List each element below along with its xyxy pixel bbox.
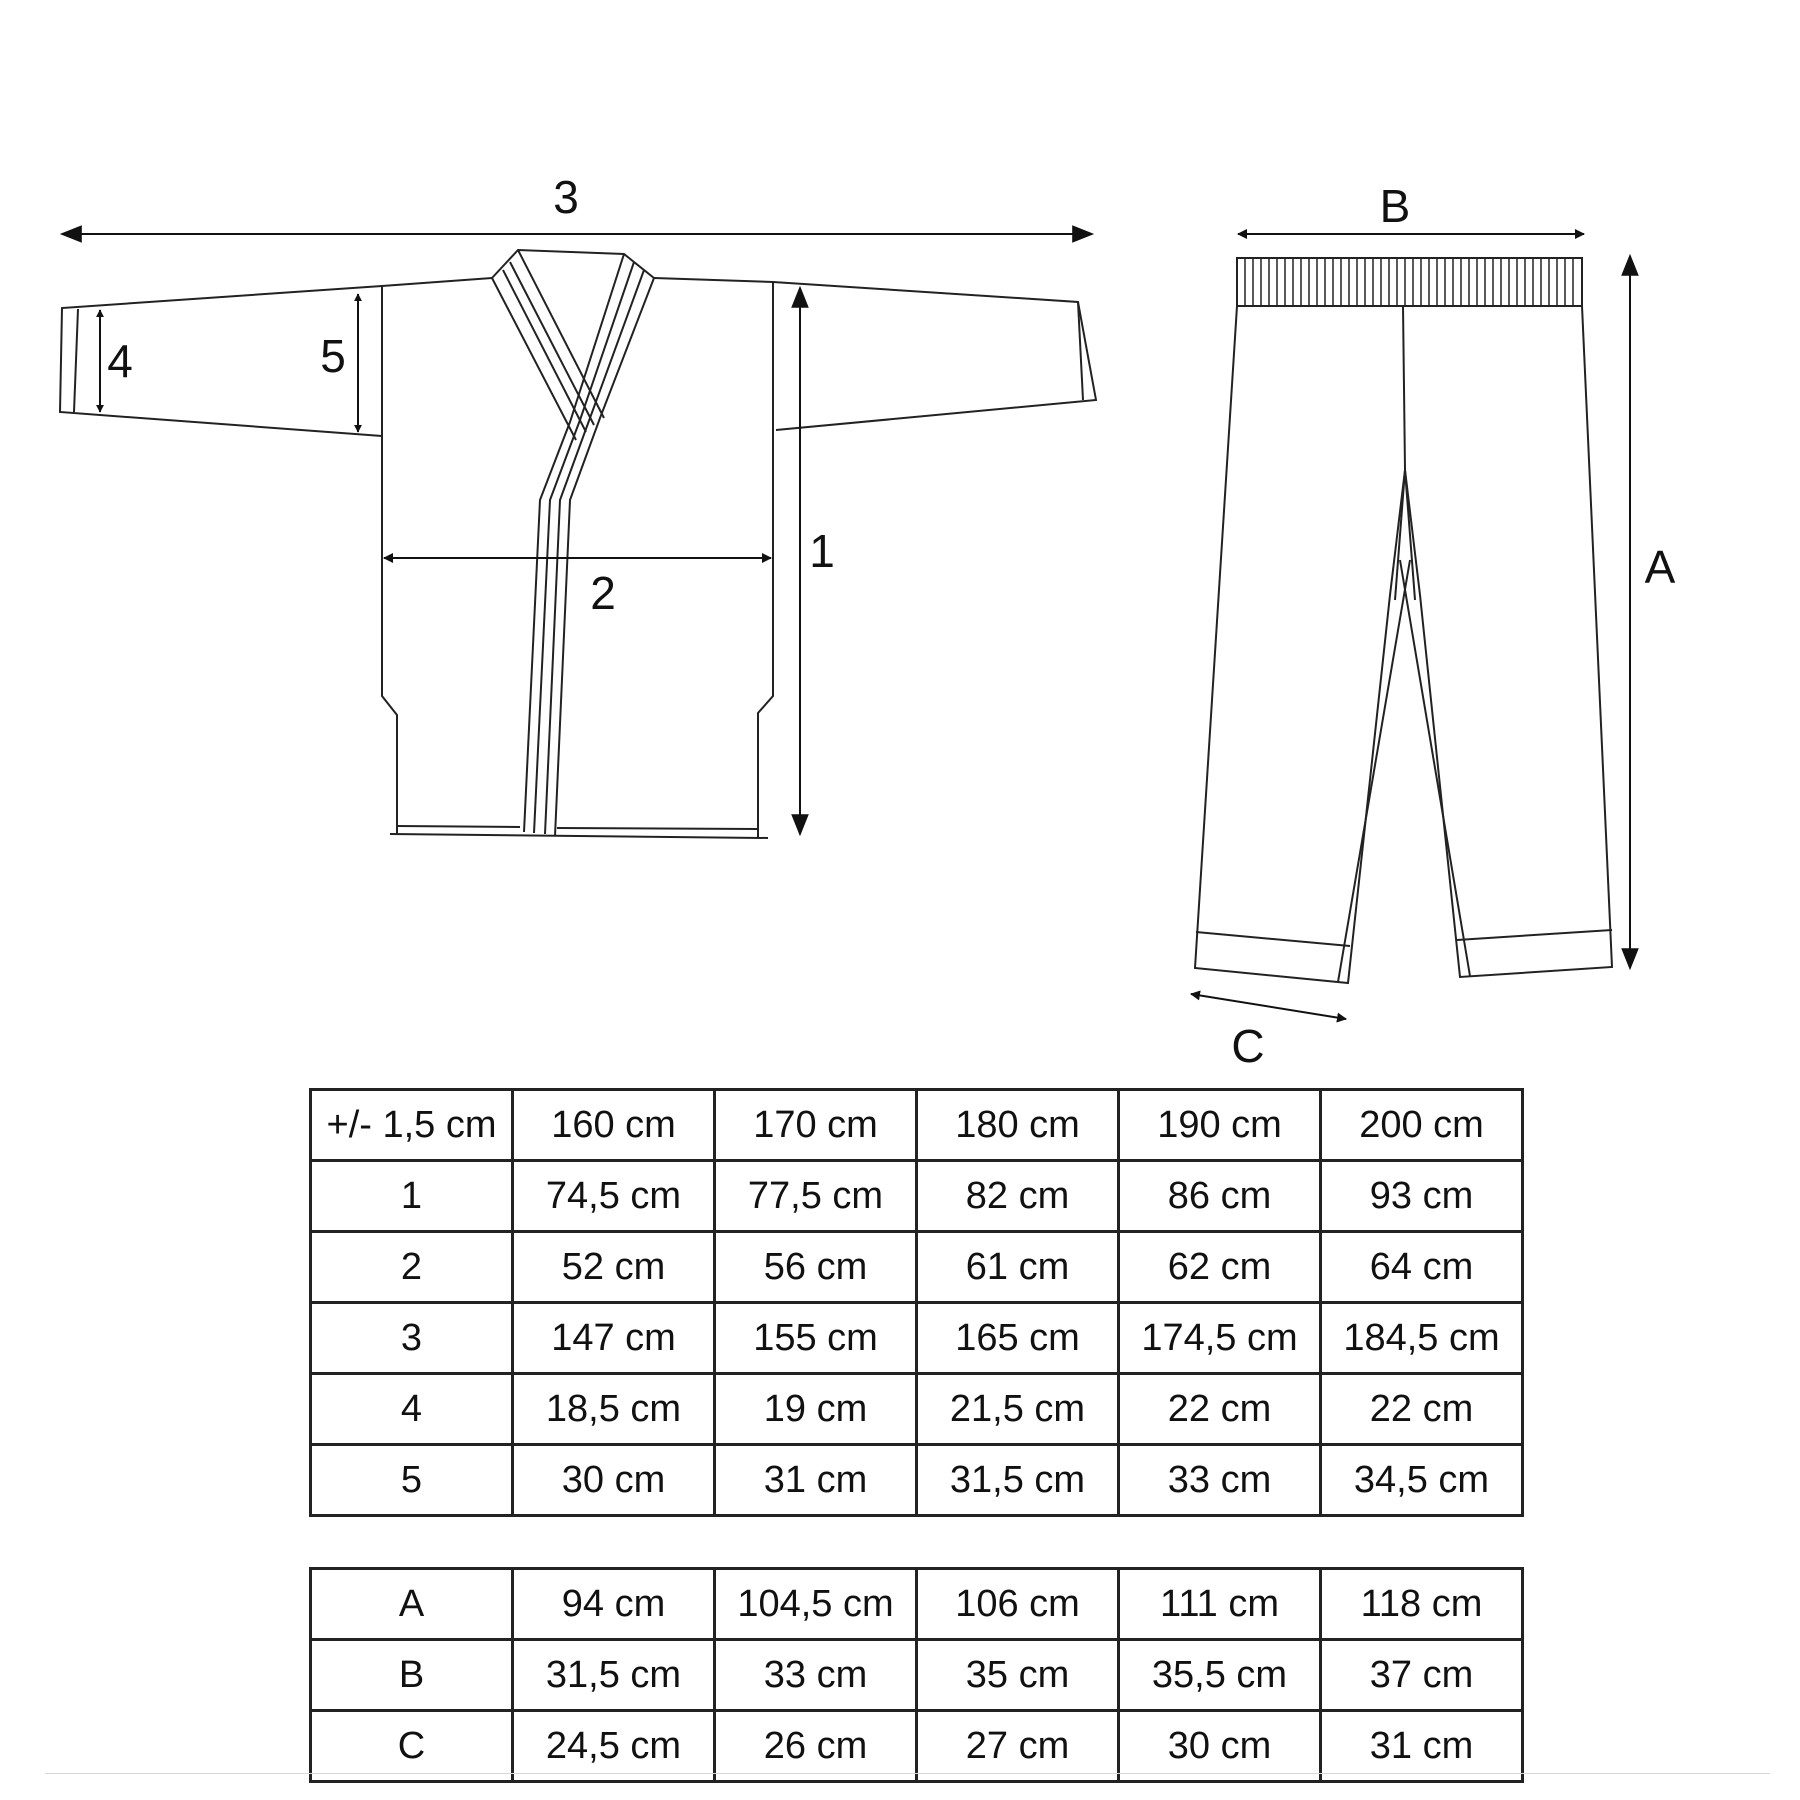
table-cell: 184,5 cm (1321, 1303, 1523, 1374)
jacket-right-sleeve (654, 278, 1096, 430)
table-cell: 24,5 cm (513, 1711, 715, 1782)
jacket-lapel-left (492, 278, 576, 440)
row-label: C (311, 1711, 513, 1782)
label-B: B (1379, 180, 1411, 232)
table-cell: 77,5 cm (715, 1161, 917, 1232)
table-cell: 94 cm (513, 1569, 715, 1640)
table-cell: 34,5 cm (1321, 1445, 1523, 1516)
table-cell: 52 cm (513, 1232, 715, 1303)
table-cell: 165 cm (917, 1303, 1119, 1374)
label-A: A (1644, 541, 1676, 593)
tolerance-header: +/- 1,5 cm (311, 1090, 513, 1161)
pants-waistband (1237, 258, 1582, 306)
table-cell: 62 cm (1119, 1232, 1321, 1303)
table-header-row (311, 1090, 1523, 1161)
row-label: 2 (311, 1232, 513, 1303)
table-cell: 111 cm (1119, 1569, 1321, 1640)
label-1: 1 (809, 525, 835, 577)
label-5: 5 (320, 330, 346, 382)
pants-size-table (309, 1567, 1524, 1783)
size-header: 170 cm (715, 1090, 917, 1161)
table-row (311, 1569, 1523, 1640)
table-cell: 31 cm (1321, 1711, 1523, 1782)
table-cell: 35 cm (917, 1640, 1119, 1711)
row-label: 1 (311, 1161, 513, 1232)
row-label: A (311, 1569, 513, 1640)
table-cell: 64 cm (1321, 1232, 1523, 1303)
jacket-size-table (309, 1088, 1524, 1517)
jacket-hem (390, 834, 768, 838)
table-row (311, 1161, 1523, 1232)
table-cell: 155 cm (715, 1303, 917, 1374)
table-cell: 30 cm (1119, 1711, 1321, 1782)
table-cell: 19 cm (715, 1374, 917, 1445)
jacket-right-side (758, 282, 773, 838)
table-cell: 106 cm (917, 1569, 1119, 1640)
table-cell: 37 cm (1321, 1640, 1523, 1711)
size-header: 180 cm (917, 1090, 1119, 1161)
table-cell: 27 cm (917, 1711, 1119, 1782)
table-cell: 61 cm (917, 1232, 1119, 1303)
pants-right-leg (1405, 306, 1612, 977)
dim-arrow-C (1191, 994, 1346, 1019)
table-cell: 33 cm (715, 1640, 917, 1711)
pants-left-leg (1195, 306, 1405, 983)
table-cell: 82 cm (917, 1161, 1119, 1232)
table-row (311, 1640, 1523, 1711)
label-4: 4 (107, 335, 133, 387)
table-row (311, 1374, 1523, 1445)
table-cell: 21,5 cm (917, 1374, 1119, 1445)
table-cell: 22 cm (1321, 1374, 1523, 1445)
jacket-drawing (60, 250, 1096, 838)
size-header: 190 cm (1119, 1090, 1321, 1161)
label-C: C (1231, 1020, 1265, 1072)
table-cell: 56 cm (715, 1232, 917, 1303)
table-row (311, 1303, 1523, 1374)
table-row (311, 1445, 1523, 1516)
table-cell: 33 cm (1119, 1445, 1321, 1516)
label-2: 2 (590, 567, 616, 619)
jacket-left-side (382, 286, 397, 834)
pants-drawing (1195, 258, 1612, 983)
table-row (311, 1232, 1523, 1303)
pants-dimension-labels (1231, 180, 1675, 1072)
table-cell: 22 cm (1119, 1374, 1321, 1445)
table-cell: 147 cm (513, 1303, 715, 1374)
row-label: 4 (311, 1374, 513, 1445)
table-cell: 26 cm (715, 1711, 917, 1782)
table-cell: 93 cm (1321, 1161, 1523, 1232)
footer-divider (45, 1773, 1770, 1774)
table-cell: 31,5 cm (917, 1445, 1119, 1516)
jacket-dimension-labels (107, 171, 835, 619)
table-cell: 118 cm (1321, 1569, 1523, 1640)
jacket-dimension-arrows (62, 234, 1092, 834)
table-cell: 31,5 cm (513, 1640, 715, 1711)
table-cell: 174,5 cm (1119, 1303, 1321, 1374)
row-label: 3 (311, 1303, 513, 1374)
table-cell: 18,5 cm (513, 1374, 715, 1445)
table-cell: 86 cm (1119, 1161, 1321, 1232)
table-row (311, 1711, 1523, 1782)
label-3: 3 (553, 171, 579, 223)
table-cell: 74,5 cm (513, 1161, 715, 1232)
row-label: 5 (311, 1445, 513, 1516)
row-label: B (311, 1640, 513, 1711)
table-cell: 104,5 cm (715, 1569, 917, 1640)
size-header: 160 cm (513, 1090, 715, 1161)
table-cell: 35,5 cm (1119, 1640, 1321, 1711)
table-cell: 30 cm (513, 1445, 715, 1516)
table-cell: 31 cm (715, 1445, 917, 1516)
size-header: 200 cm (1321, 1090, 1523, 1161)
